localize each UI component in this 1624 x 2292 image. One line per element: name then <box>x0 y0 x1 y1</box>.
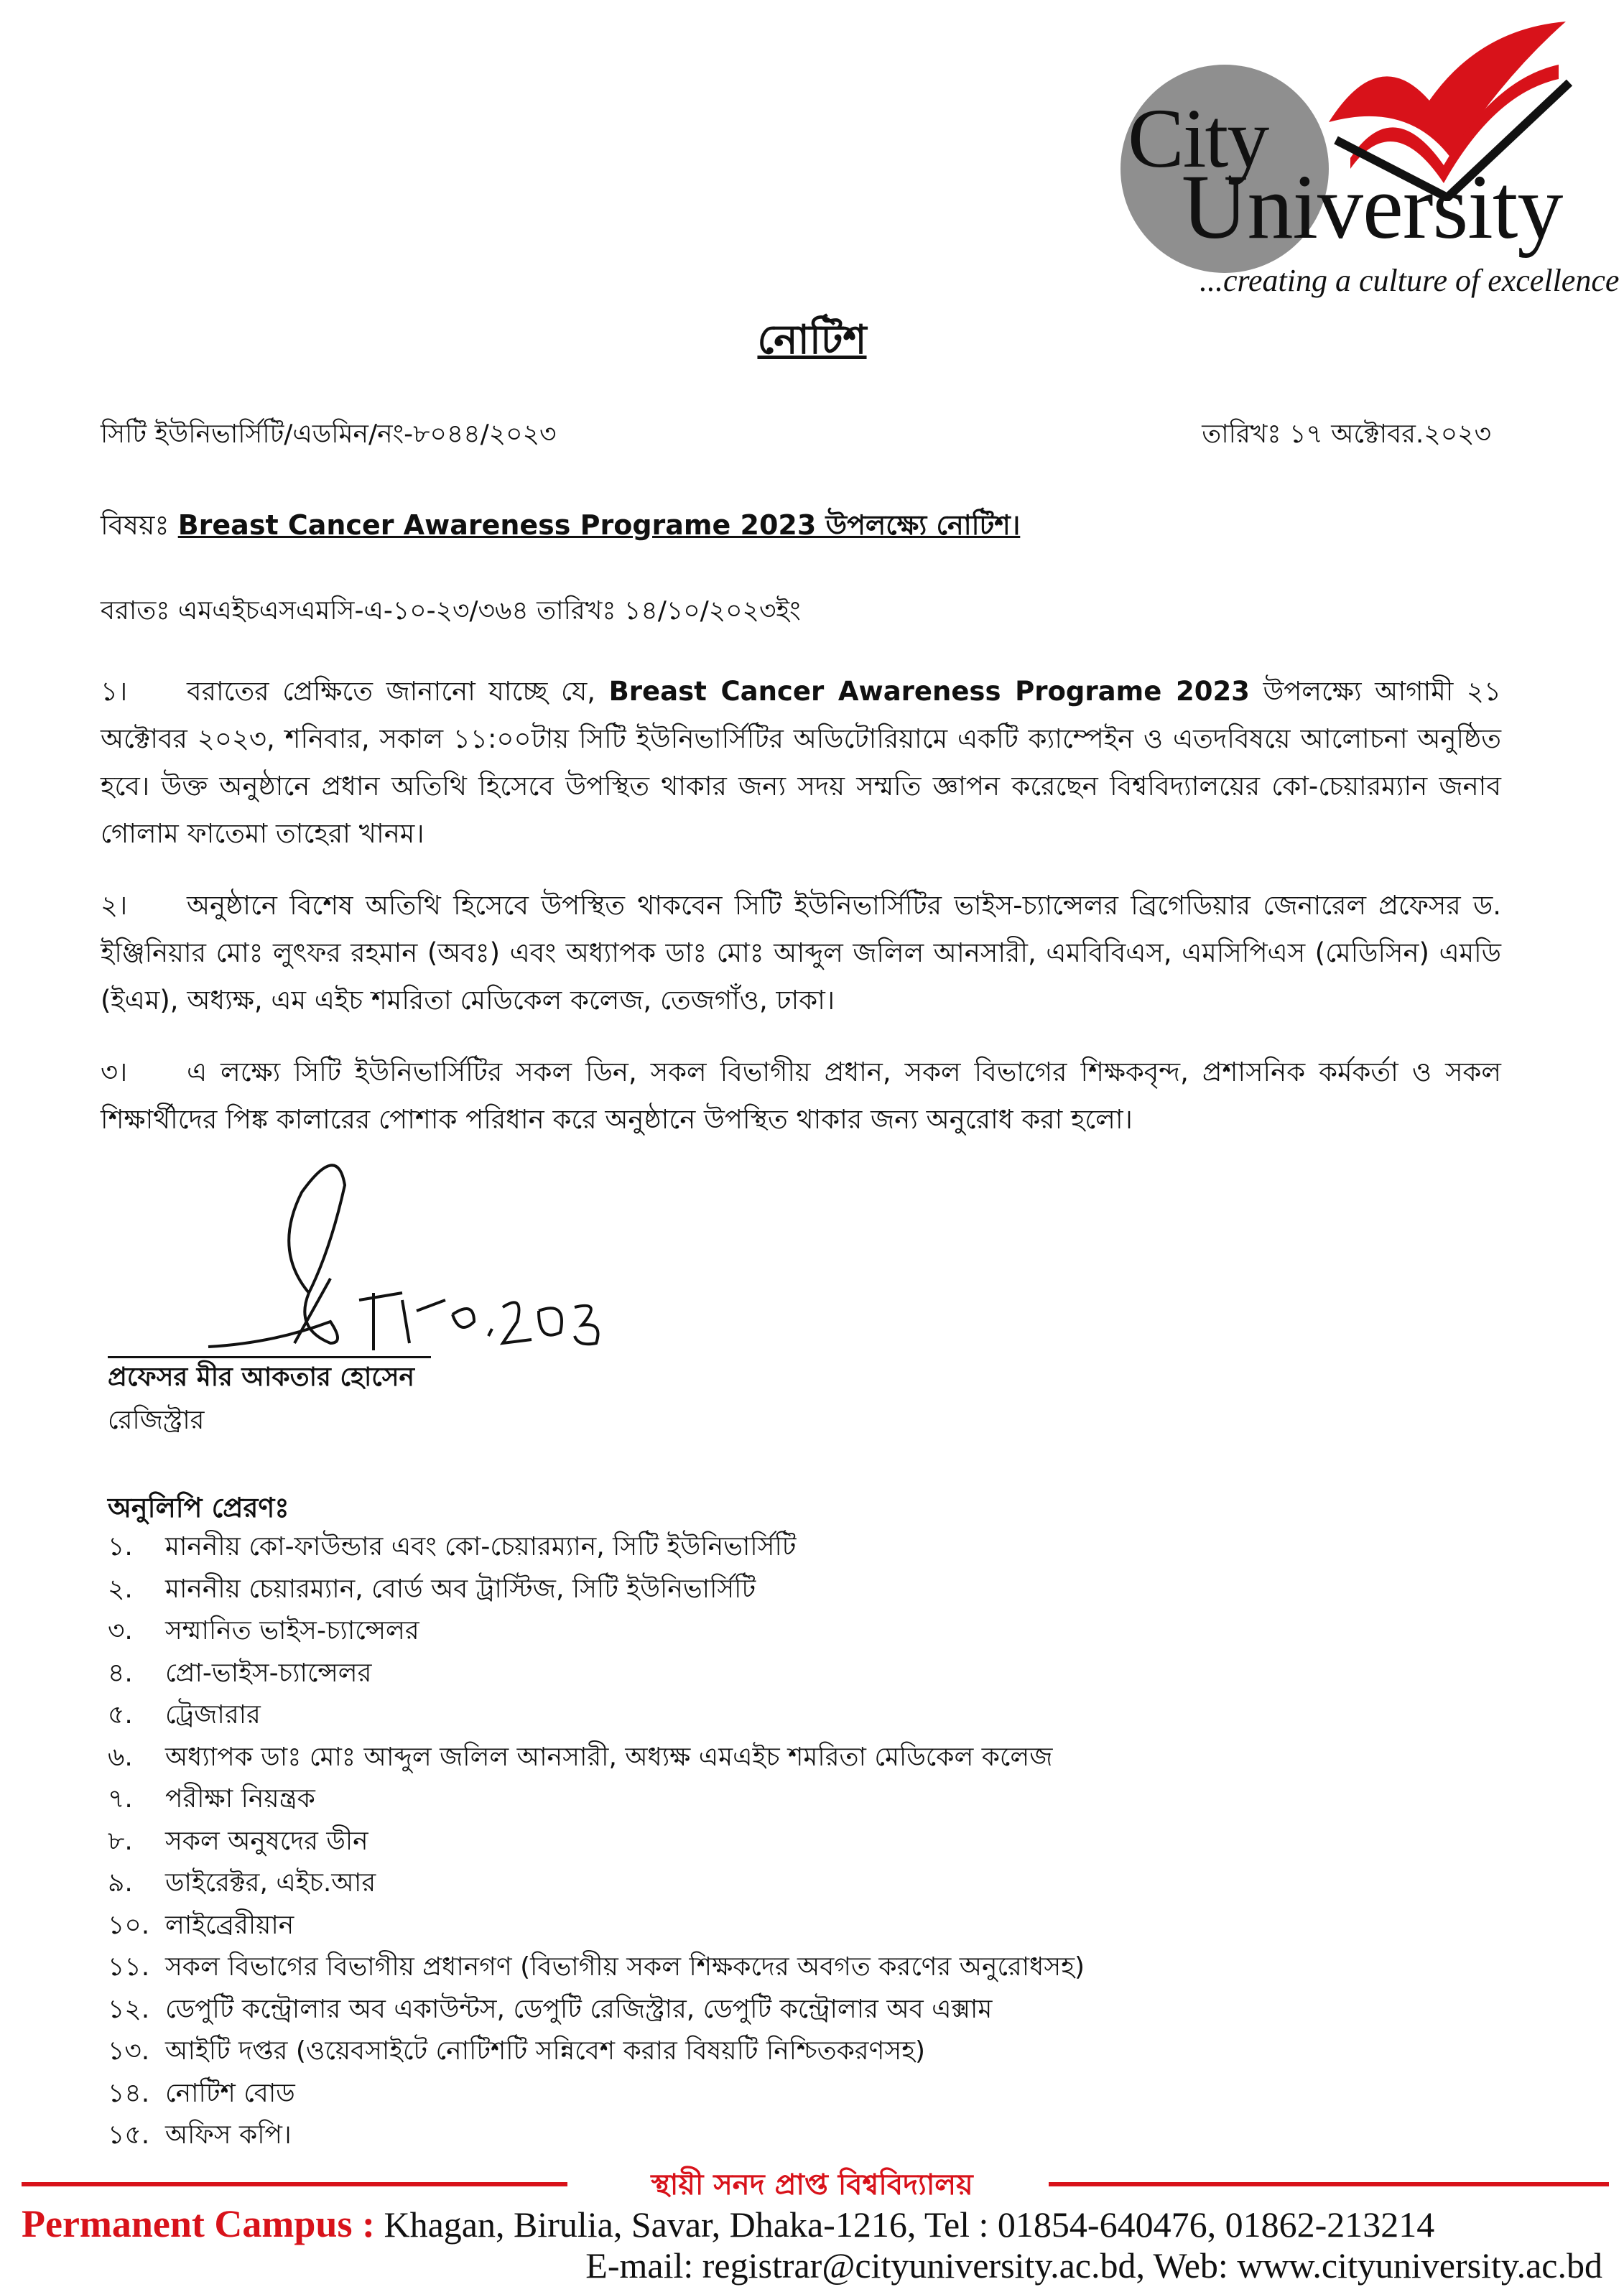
list-item: ১৪. নোটিশ বোড <box>108 2078 295 2108</box>
logo-tagline: ...creating a culture of excellence <box>1200 263 1620 298</box>
footer-band <box>0 2162 1624 2205</box>
logo-text-university: University <box>1182 156 1563 258</box>
program-name: Breast Cancer Awareness Programe 2023 <box>608 676 1250 707</box>
list-item: ৬. অধ্যাপক ডাঃ মোঃ আব্দুল জলিল আনসারী, অধ্যক্ষ এমএইচ শমরিতা মেডিকেল কলেজ <box>108 1742 1053 1772</box>
cc-heading: অনুলিপি প্রেরণঃ <box>108 1492 289 1523</box>
subject-line <box>101 509 1020 543</box>
paragraph-1 <box>101 668 1501 858</box>
paragraph-number: ৩। <box>101 1057 128 1087</box>
university-logo <box>1106 14 1620 316</box>
list-item: ৩. সম্মানিত ভাইস-চ্যান্সেলর <box>108 1616 419 1646</box>
footer-tagline: স্থায়ী সনদ প্রাপ্ত বিশ্ববিদ্যালয় <box>651 2168 973 2201</box>
reference-line: বরাতঃ এমএইচএসএমসি-এ-১০-২৩/৩৬৪ তারিখঃ ১৪/১০/২০২৩ইং <box>101 596 801 626</box>
footer-address <box>22 2201 1434 2246</box>
list-item: ৫. ট্রেজারার <box>108 1700 261 1730</box>
cc-list <box>108 1526 1085 2157</box>
logo-text-city: City <box>1128 91 1268 185</box>
paragraph-text: অনুষ্ঠানে বিশেষ অতিথি হিসেবে উপস্থিত থাকবেন সিটি ইউনিভার্সিটির ভাইস-চ্যান্সেলর ব্রিগেডিয়ার জেনারেল প্রফেসর ড. ইঞ্জিনিয়ার মোঃ লুৎফর রহমান (অবঃ) এবং অধ্যাপক ডাঃ মোঃ আব্দুল জলিল আনসারী, এমবিবিএস, এমসিপিএস (মেডিসিন) এমডি (ইএম), অধ্যক্ষ, এম এইচ শমরিতা মেডিকেল কলেজ, তেজগাঁও, ঢাকা। <box>101 890 1501 1016</box>
list-item: ১০. লাইব্রেরীয়ান <box>108 1910 294 1940</box>
list-item: ১৩. আইটি দপ্তর (ওয়েবসাইটে নোটিশটি সন্নিবেশ করার বিষয়টি নিশ্চিতকরণসহ) <box>108 2036 926 2066</box>
campus-label: Permanent Campus : <box>22 2202 375 2245</box>
paragraph-2 <box>101 882 1501 1024</box>
campus-address: Khagan, Birulia, Savar, Dhaka-1216, Tel : 01854-640476, 01862-213214 <box>374 2204 1435 2245</box>
list-item: ৭. পরীক্ষা নিয়ন্ত্রক <box>108 1784 315 1814</box>
paragraph-text: বরাতের প্রেক্ষিতে জানানো যাচ্ছে যে, <box>187 676 609 707</box>
handwritten-signature <box>165 1128 668 1358</box>
memo-number: সিটি ইউনিভার্সিটি/এডমিন/নং-৮০৪৪/২০২৩ <box>101 419 557 449</box>
subject-label: বিষয়ঃ <box>101 509 178 541</box>
footer-contact: E-mail: registrar@cityuniversity.ac.bd, Web: www.cityuniversity.ac.bd <box>585 2245 1602 2286</box>
paragraph-text: এ লক্ষ্যে সিটি ইউনিভার্সিটির সকল ডিন, সকল বিভাগীয় প্রধান, সকল বিভাগের শিক্ষকবৃন্দ, প্রশাসনিক কর্মকর্তা ও সকল শিক্ষার্থীদের পিঙ্ক কালারের পোশাক পরিধান করে অনুষ্ঠানে উপস্থিত থাকার জন্য অনুরোধ করা হলো। <box>101 1057 1501 1135</box>
subject-value: Breast Cancer Awareness Programe 2023 উপলক্ষ্যে নোটিশ। <box>177 509 1021 541</box>
list-item: ৯. ডাইরেক্টর, এইচ.আর <box>108 1868 376 1898</box>
list-item: ১২. ডেপুটি কন্ট্রোলার অব একাউন্টস, ডেপুটি রেজিস্ট্রার, ডেপুটি কন্ট্রোলার অব এক্সাম <box>108 1994 993 2024</box>
list-item: ২. মাননীয় চেয়ারম্যান, বোর্ড অব ট্রাস্টিজ, সিটি ইউনিভার্সিটি <box>108 1574 756 1604</box>
list-item: ৪. প্রো-ভাইস-চ্যান্সেলর <box>108 1658 372 1688</box>
list-item: ১৫. অফিস কপি। <box>108 2120 292 2150</box>
paragraph-number: ২। <box>101 890 128 921</box>
list-item: ১. মাননীয় কো-ফাউন্ডার এবং কো-চেয়ারম্যান, সিটি ইউনিভার্সিটি <box>108 1532 797 1562</box>
signer-name: প্রফেসর মীর আকতার হোসেন <box>108 1363 415 1392</box>
paragraph-text: উপলক্ষ্যে আগামী ২১ অক্টোবর ২০২৩, শনিবার, সকাল ১১:০০টায় সিটি ইউনিভার্সিটির অডিটোরিয়ামে একটি ক্যাম্পেইন ও এতদবিষয়ে আলোচনা অনুষ্ঠিত হবে। উক্ত অনুষ্ঠানে প্রধান অতিথি হিসেবে উপস্থিত থাকার জন্য সদয় সম্মতি জ্ঞাপন করেছেন বিশ্ববিদ্যালয়ের কো-চেয়ারম্যান জনাব গোলাম ফাতেমা তাহেরা খানম। <box>101 676 1501 849</box>
list-item: ৮. সকল অনুষদের ডীন <box>108 1826 368 1856</box>
paragraph-number: ১। <box>101 676 128 707</box>
notice-title: নোটিশ <box>757 317 867 363</box>
notice-date: তারিখঃ ১৭ অক্টোবর.২০২৩ <box>1202 419 1491 449</box>
signer-designation: রেজিস্ট্রার <box>108 1406 205 1435</box>
list-item: ১১. সকল বিভাগের বিভাগীয় প্রধানগণ (বিভাগীয় সকল শিক্ষকদের অবগত করণের অনুরোধসহ) <box>108 1952 1085 1982</box>
